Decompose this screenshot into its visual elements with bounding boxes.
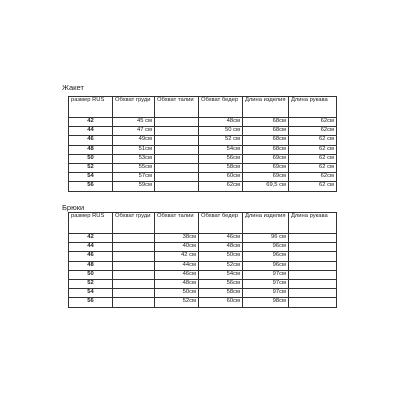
cell-hips: 60см (199, 298, 243, 307)
cell-hips: 58см (199, 163, 243, 172)
cell-hips: 52см (199, 261, 243, 270)
cell-size: 42 (69, 118, 113, 127)
cell-sleeve (289, 252, 337, 261)
cell-length: 69см (243, 173, 289, 182)
cell-size: 56 (69, 182, 113, 191)
cell-hips: 56см (199, 279, 243, 288)
cell-waist: 42 см (155, 252, 199, 261)
cell-waist (155, 173, 199, 182)
table-header-row (69, 213, 337, 234)
table-row (69, 252, 337, 261)
cell-chest (113, 234, 155, 243)
cell-waist (155, 118, 199, 127)
header-size: размер RUS (69, 97, 113, 118)
cell-chest: 51см (113, 145, 155, 154)
cell-size: 46 (69, 136, 113, 145)
cell-sleeve (289, 243, 337, 252)
cell-waist: 46см (155, 270, 199, 279)
table-row (69, 145, 337, 154)
header-sleeve: Длина рукава (289, 213, 337, 234)
cell-waist: 40см (155, 243, 199, 252)
table-row (69, 154, 337, 163)
cell-chest: 49см (113, 136, 155, 145)
cell-hips: 50 см (199, 127, 243, 136)
table-row (69, 261, 337, 270)
cell-length: 97см (243, 270, 289, 279)
cell-waist: 38см (155, 234, 199, 243)
cell-length: 69см (243, 163, 289, 172)
table-row (69, 163, 337, 172)
cell-waist: 44см (155, 261, 199, 270)
cell-size: 56 (69, 298, 113, 307)
cell-waist: 48см (155, 279, 199, 288)
header-waist: Обхват талии (155, 213, 199, 234)
table-row (69, 243, 337, 252)
cell-chest (113, 279, 155, 288)
cell-size: 52 (69, 279, 113, 288)
cell-chest (113, 252, 155, 261)
cell-sleeve (289, 279, 337, 288)
jacket-title: Жакет (62, 83, 84, 92)
header-length: Длина изделия (243, 97, 289, 118)
cell-length: 69см (243, 154, 289, 163)
header-hips: Обхват бедер (199, 213, 243, 234)
cell-hips: 54см (199, 145, 243, 154)
cell-chest: 59см (113, 182, 155, 191)
cell-chest: 45 см (113, 118, 155, 127)
cell-size: 48 (69, 145, 113, 154)
table-row (69, 127, 337, 136)
trousers-title: Брюки (62, 203, 85, 212)
cell-waist: 50см (155, 289, 199, 298)
cell-sleeve: 62 см (289, 182, 337, 191)
cell-waist (155, 145, 199, 154)
cell-hips: 56см (199, 154, 243, 163)
cell-length: 68см (243, 127, 289, 136)
cell-sleeve: 62 см (289, 136, 337, 145)
cell-sleeve: 62см (289, 173, 337, 182)
header-chest: Обхват груди (113, 213, 155, 234)
cell-hips: 62см (199, 182, 243, 191)
table-row (69, 298, 337, 307)
cell-waist (155, 136, 199, 145)
table-row (69, 136, 337, 145)
cell-chest (113, 298, 155, 307)
cell-hips: 48см (199, 243, 243, 252)
cell-sleeve (289, 261, 337, 270)
header-chest: Обхват груди (113, 97, 155, 118)
cell-sleeve: 62см (289, 118, 337, 127)
cell-waist (155, 182, 199, 191)
cell-hips: 48см (199, 118, 243, 127)
cell-length: 68см (243, 118, 289, 127)
header-waist: Обхват талии (155, 97, 199, 118)
cell-waist: 52см (155, 298, 199, 307)
cell-chest: 53см (113, 154, 155, 163)
cell-hips: 52 см (199, 136, 243, 145)
cell-length: 96см (243, 261, 289, 270)
cell-size: 42 (69, 234, 113, 243)
cell-chest (113, 270, 155, 279)
cell-chest (113, 289, 155, 298)
cell-size: 44 (69, 127, 113, 136)
table-row (69, 234, 337, 243)
table-header-row (69, 97, 337, 118)
cell-size: 54 (69, 289, 113, 298)
cell-waist (155, 154, 199, 163)
cell-size: 48 (69, 261, 113, 270)
cell-size: 46 (69, 252, 113, 261)
cell-sleeve: 62см (289, 127, 337, 136)
cell-chest (113, 261, 155, 270)
cell-chest: 47 см (113, 127, 155, 136)
cell-size: 54 (69, 173, 113, 182)
cell-sleeve: 62 см (289, 145, 337, 154)
header-sleeve: Длина рукава (289, 97, 337, 118)
cell-chest: 55см (113, 163, 155, 172)
cell-size: 50 (69, 154, 113, 163)
cell-length: 96см (243, 252, 289, 261)
cell-sleeve: 62 см (289, 154, 337, 163)
jacket-size-table (68, 96, 337, 192)
cell-sleeve: 62 см (289, 163, 337, 172)
table-row (69, 182, 337, 191)
cell-sleeve (289, 298, 337, 307)
cell-length: 96 см (243, 234, 289, 243)
cell-length: 98см (243, 298, 289, 307)
cell-length: 68см (243, 145, 289, 154)
table-row (69, 289, 337, 298)
cell-size: 44 (69, 243, 113, 252)
cell-sleeve (289, 270, 337, 279)
cell-hips: 54см (199, 270, 243, 279)
table-row (69, 173, 337, 182)
cell-length: 68см (243, 136, 289, 145)
header-size: размер RUS (69, 213, 113, 234)
cell-chest: 57см (113, 173, 155, 182)
cell-hips: 58см (199, 289, 243, 298)
cell-waist (155, 163, 199, 172)
table-row (69, 270, 337, 279)
header-hips: Обхват бедер (199, 97, 243, 118)
cell-hips: 60см (199, 173, 243, 182)
cell-size: 52 (69, 163, 113, 172)
table-row (69, 279, 337, 288)
cell-sleeve (289, 234, 337, 243)
cell-size: 50 (69, 270, 113, 279)
header-length: Длина изделия (243, 213, 289, 234)
cell-length: 69,5 см (243, 182, 289, 191)
cell-waist (155, 127, 199, 136)
cell-hips: 46см (199, 234, 243, 243)
table-row (69, 118, 337, 127)
cell-length: 97см (243, 289, 289, 298)
cell-length: 96см (243, 243, 289, 252)
cell-hips: 50см (199, 252, 243, 261)
cell-chest (113, 243, 155, 252)
trousers-size-table (68, 212, 337, 308)
cell-length: 97см (243, 279, 289, 288)
cell-sleeve (289, 289, 337, 298)
